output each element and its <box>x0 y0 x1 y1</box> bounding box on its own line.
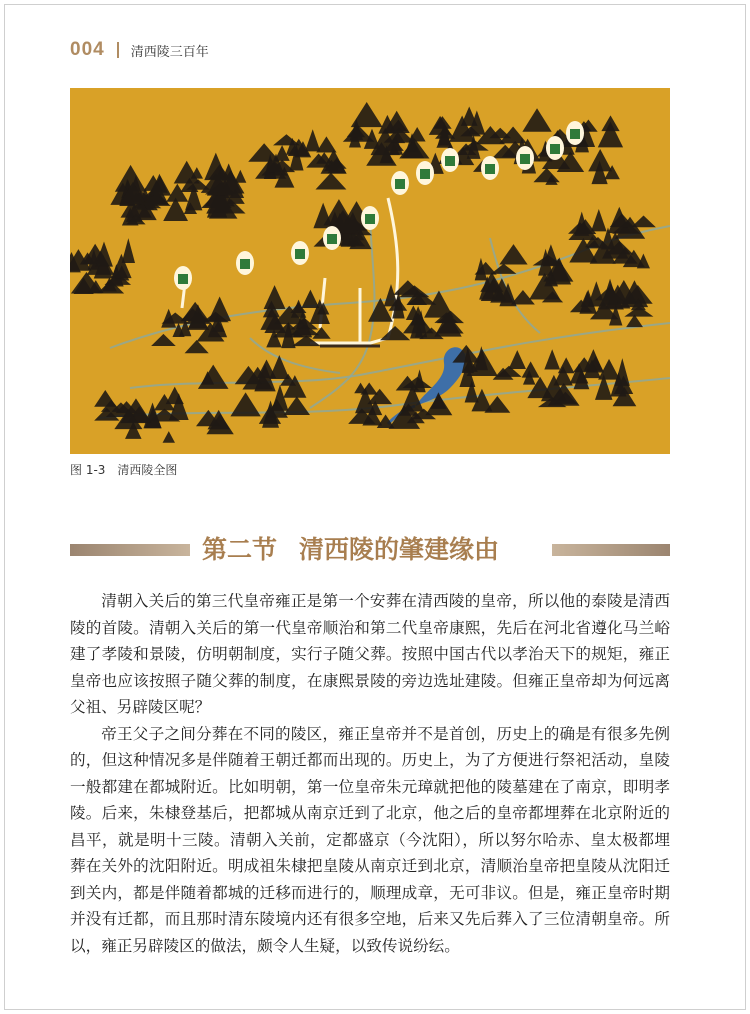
map-figure <box>70 88 670 454</box>
tomb-building <box>485 164 495 174</box>
landscape-map-illustration-icon <box>70 88 670 454</box>
tomb-building <box>365 214 375 224</box>
section-number: 第二节 <box>202 535 278 564</box>
figure-caption <box>70 461 177 478</box>
book-title: 清西陵三百年 <box>130 44 209 60</box>
tomb-building <box>570 129 580 139</box>
section-title-text: 清西陵的肇建缘由 <box>299 535 500 564</box>
section-title <box>202 533 499 567</box>
tomb-building <box>327 234 337 244</box>
running-header <box>70 38 209 62</box>
paragraph: 帝王父子之间分葬在不同的陵区，雍正皇帝并不是首创，历史上的确是有很多先例的，但这种情况多是伴随着王朝迁都而出现的。历史上，为了方便进行祭祀活动，皇陵一般都建在都城附近。比如明朝，第一位皇帝朱元璋就把他的陵墓建在了南京，即明孝陵。后来，朱棣登基后，把都城从南京迁到了北京，他之后的皇帝都埋葬在北京附近的昌平，就是明十三陵。清朝入关前，定都盛京（今沈阳），所以努尔哈赤、皇太极都埋葬在关外的沈阳附近。明成祖朱棣把皇陵从南京迁到北京，清顺治皇帝把皇陵从沈阳迁到关内，都是伴随着都城的迁移而进行的，顺理成章，无可非议。但是，雍正皇帝时期并没有迁都，而且那时清东陵境内还有很多空地，后来又先后葬入了三位清朝皇帝。所以，雍正另辟陵区的做法，颇令人生疑，以致传说纷纭。 <box>70 724 670 955</box>
caption-number: 图 1-3 <box>70 463 106 477</box>
caption-text: 清西陵全图 <box>117 463 178 477</box>
tomb-building <box>445 156 455 166</box>
tomb-building <box>295 249 305 259</box>
header-divider <box>117 42 119 58</box>
tomb-building <box>520 154 530 164</box>
tomb-building <box>550 144 560 154</box>
section-heading <box>70 533 670 567</box>
page-number: 004 <box>70 39 105 60</box>
heading-bar-right <box>552 544 670 556</box>
body-text <box>70 588 670 959</box>
tomb-building <box>178 274 188 284</box>
heading-bar-left <box>70 544 190 556</box>
tomb-building <box>240 259 250 269</box>
tomb-building <box>395 179 405 189</box>
tomb-building <box>420 169 430 179</box>
paragraph: 清朝入关后的第三代皇帝雍正是第一个安葬在清西陵的皇帝，所以他的泰陵是清西陵的首陵。清朝入关后的第一代皇帝顺治和第二代皇帝康熙，先后在河北省遵化马兰峪建了孝陵和景陵，仿明朝制度，实行子随父葬。按照中国古代以孝治天下的规矩，雍正皇帝也应该按照子随父葬的制度，在康熙景陵的旁边选址建陵。但雍正皇帝却为何远离父祖、另辟陵区呢？ <box>70 592 670 716</box>
